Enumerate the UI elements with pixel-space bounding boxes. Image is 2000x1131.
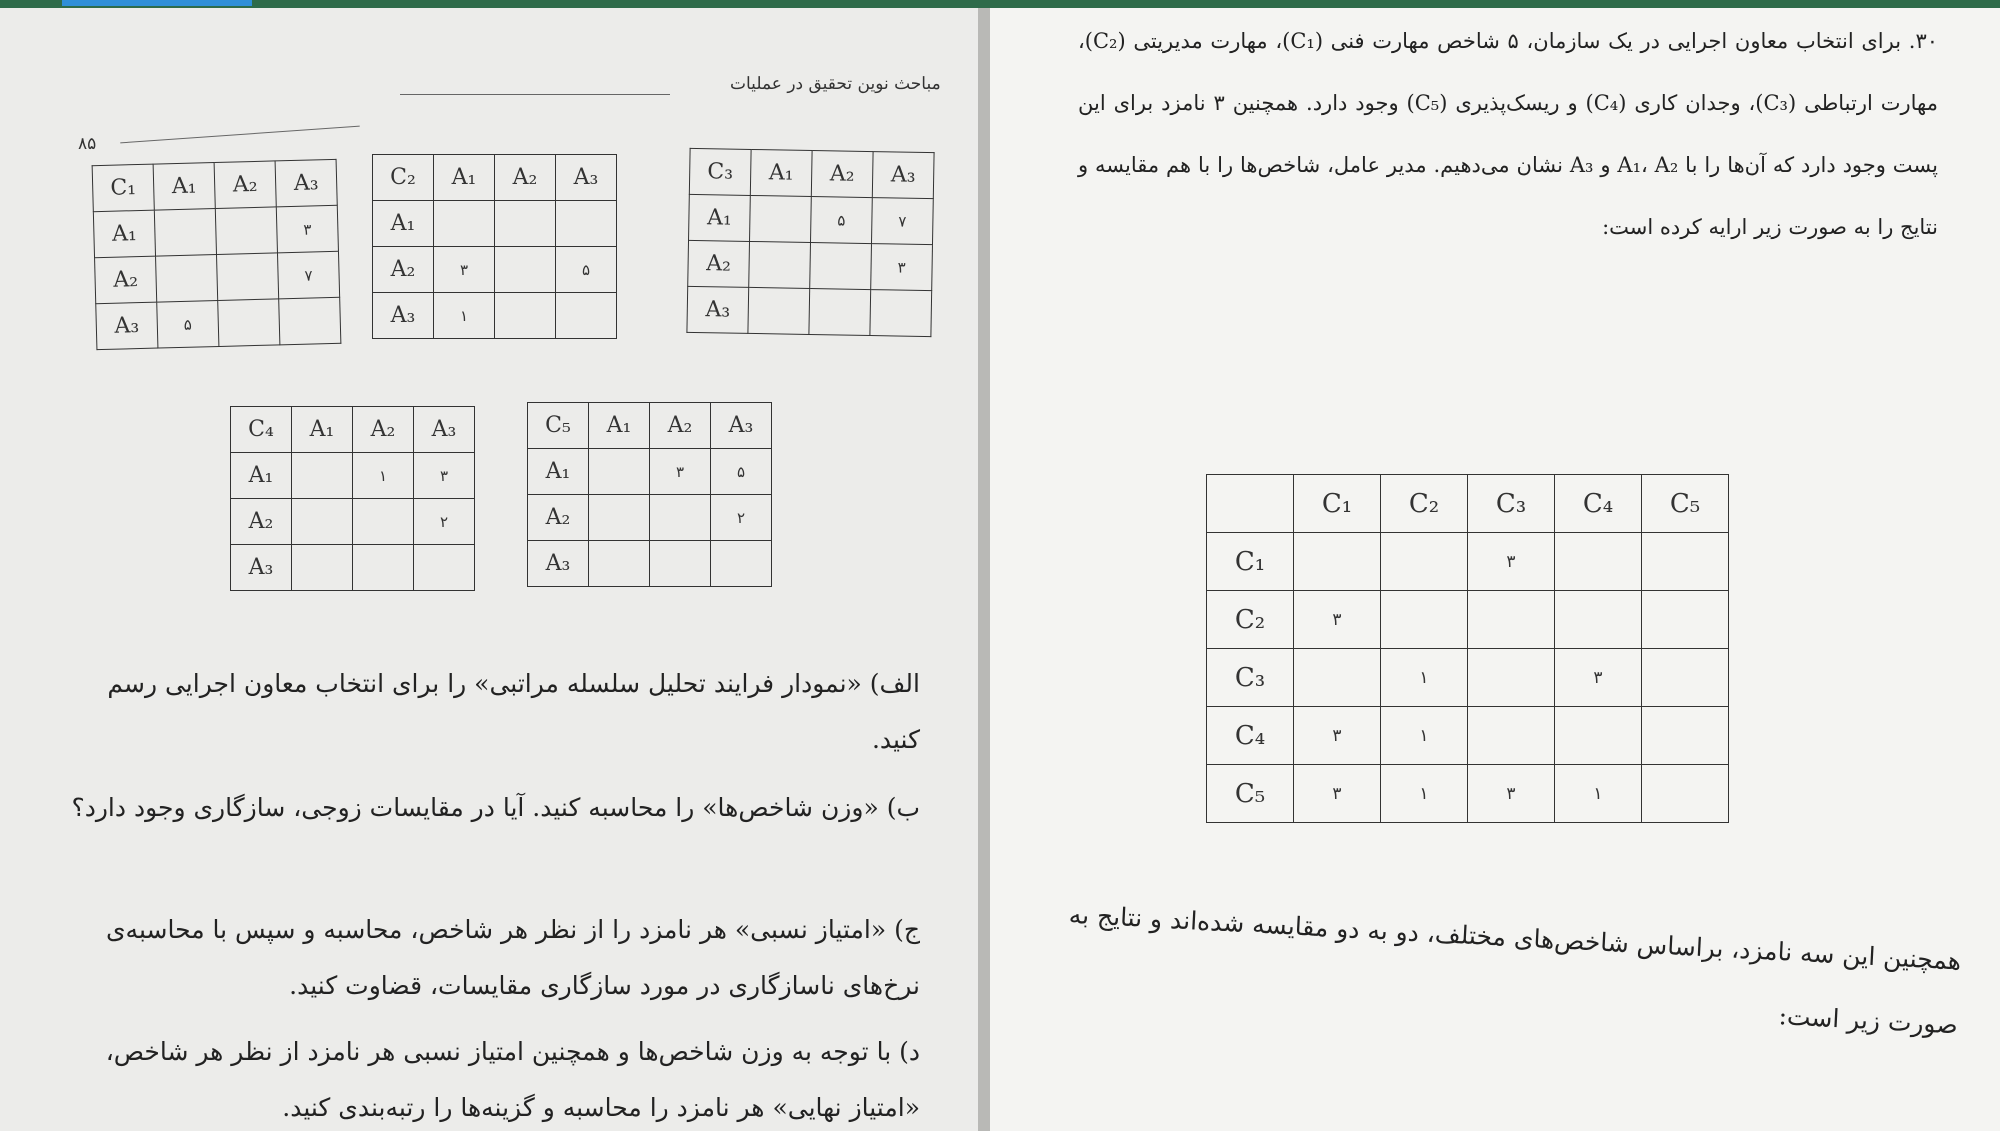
table-cell xyxy=(292,453,353,499)
table-cell xyxy=(279,297,341,345)
table-corner-cell xyxy=(1207,475,1294,533)
row-header: A₁ xyxy=(231,453,292,499)
row-header: A₂ xyxy=(528,495,589,541)
table-cell xyxy=(870,290,932,337)
table-cell xyxy=(1294,533,1381,591)
table-cell xyxy=(1555,591,1642,649)
header-rule xyxy=(120,126,359,144)
row-header: A₃ xyxy=(687,286,749,333)
table-cell: ۳ xyxy=(414,453,475,499)
table-cell: ۲ xyxy=(414,499,475,545)
table-row xyxy=(688,240,933,290)
table-cell xyxy=(750,195,812,242)
column-header: A₁ xyxy=(434,155,495,201)
row-header: C₁ xyxy=(1207,533,1294,591)
table-corner-cell: C₁ xyxy=(92,164,154,212)
problem-statement: ۳۰. برای انتخاب معاون اجرایی در یک سازمان، ۵ شاخص مهارت فنی (C₁)، مهارت مدیریتی (C₂)، مهارت ارتباطی (C₃)، وجدان کاری (C₄) و ریسک‌پذیری (C₅) وجود دارد. همچنین ۳ نامزد برای این پست وجود دارد که آن‌ها را با A₁، A₂ و A₃ نشان می‌دهیم. مدیر عامل، شاخص‌ها را با هم مقایسه و نتایج را به صورت زیر ارایه کرده است: xyxy=(1078,29,1938,239)
row-header: A₂ xyxy=(373,247,434,293)
table-cell xyxy=(292,545,353,591)
table-cell xyxy=(1555,533,1642,591)
row-header: A₁ xyxy=(373,201,434,247)
column-header: A₃ xyxy=(556,155,617,201)
column-header: A₃ xyxy=(872,152,934,199)
table-row xyxy=(1207,649,1729,707)
row-header: A₁ xyxy=(689,194,751,241)
table-corner-cell: C₂ xyxy=(373,155,434,201)
left-page xyxy=(0,8,978,1131)
table-cell: ۲ xyxy=(711,495,772,541)
table-corner-cell: C₄ xyxy=(231,407,292,453)
table-cell xyxy=(1468,591,1555,649)
row-header: A₃ xyxy=(231,545,292,591)
table-cell xyxy=(495,247,556,293)
table-cell xyxy=(711,541,772,587)
column-header: C₃ xyxy=(1468,475,1555,533)
table-cell: ۵ xyxy=(811,197,873,244)
top-bar xyxy=(0,0,2000,8)
comparison-table-c4 xyxy=(230,406,475,591)
table-cell xyxy=(495,293,556,339)
column-header: A₁ xyxy=(153,163,215,211)
table-cell: ۱ xyxy=(1555,765,1642,823)
table-row xyxy=(96,297,341,349)
table-row xyxy=(689,194,934,244)
table-cell: ۳ xyxy=(1468,533,1555,591)
row-header: A₁ xyxy=(528,449,589,495)
table-cell xyxy=(1381,591,1468,649)
header-rule xyxy=(400,94,670,95)
table-cell xyxy=(589,541,650,587)
table-cell xyxy=(215,207,277,255)
table-cell xyxy=(1642,707,1729,765)
table-cell: ۳ xyxy=(1294,707,1381,765)
comparison-table-c2 xyxy=(372,154,617,339)
page-number: ۸۵ xyxy=(78,134,97,154)
table-row xyxy=(373,293,617,339)
table-cell xyxy=(1642,591,1729,649)
table-row xyxy=(528,449,772,495)
table-cell xyxy=(1642,765,1729,823)
table-row xyxy=(231,499,475,545)
table-cell xyxy=(809,288,871,335)
table-row xyxy=(93,205,338,257)
table-row xyxy=(95,251,340,303)
table-cell: ۳ xyxy=(276,205,338,253)
table-cell: ۷ xyxy=(277,251,339,299)
table-header-row xyxy=(373,155,617,201)
table-cell: ۳ xyxy=(1294,591,1381,649)
table-cell xyxy=(292,499,353,545)
table-header-row xyxy=(528,403,772,449)
column-header: A₃ xyxy=(414,407,475,453)
column-header: A₂ xyxy=(811,151,873,198)
table-cell xyxy=(1642,649,1729,707)
table-cell xyxy=(556,201,617,247)
table-cell xyxy=(495,201,556,247)
table-cell xyxy=(589,495,650,541)
table-cell xyxy=(218,299,280,347)
column-header: A₂ xyxy=(495,155,556,201)
table-cell xyxy=(434,201,495,247)
table-cell xyxy=(749,241,811,288)
column-header: A₂ xyxy=(650,403,711,449)
table-cell xyxy=(1381,533,1468,591)
table-cell xyxy=(353,499,414,545)
column-header: C₁ xyxy=(1294,475,1381,533)
book-spine xyxy=(978,8,990,1131)
table-cell xyxy=(156,255,218,303)
table-row xyxy=(1207,591,1729,649)
table-cell: ۱ xyxy=(1381,707,1468,765)
table-row xyxy=(231,453,475,499)
table-cell xyxy=(1294,649,1381,707)
column-header: A₃ xyxy=(275,159,337,207)
table-cell: ۳ xyxy=(650,449,711,495)
table-corner-cell: C₅ xyxy=(528,403,589,449)
column-header: C₅ xyxy=(1642,475,1729,533)
table-row xyxy=(373,201,617,247)
running-header: مباحث نوین تحقیق در عملیات xyxy=(730,74,941,94)
table-row xyxy=(373,247,617,293)
column-header: A₁ xyxy=(750,149,812,196)
table-cell: ۳ xyxy=(1294,765,1381,823)
table-cell xyxy=(1555,707,1642,765)
comparison-table-c3 xyxy=(686,148,934,337)
table-corner-cell: C₃ xyxy=(689,148,751,195)
table-row xyxy=(1207,765,1729,823)
table-cell xyxy=(748,287,810,334)
question-a: الف) «نمودار فرایند تحلیل سلسله مراتبی» را برای انتخاب معاون اجرایی رسم کنید. xyxy=(107,669,920,754)
top-bar-tab xyxy=(62,0,252,6)
criteria-comparison-table xyxy=(1206,474,1729,823)
table-cell: ۵ xyxy=(711,449,772,495)
table-cell xyxy=(650,541,711,587)
row-header: C₂ xyxy=(1207,591,1294,649)
comparison-table-c5 xyxy=(527,402,772,587)
row-header: A₃ xyxy=(373,293,434,339)
table-cell xyxy=(1468,649,1555,707)
table-row xyxy=(687,286,932,336)
table-cell xyxy=(353,545,414,591)
table-cell xyxy=(589,449,650,495)
table-cell xyxy=(154,209,216,257)
row-header: C₄ xyxy=(1207,707,1294,765)
table-cell xyxy=(414,545,475,591)
table-row xyxy=(1207,533,1729,591)
table-row xyxy=(528,541,772,587)
table-row xyxy=(1207,707,1729,765)
right-page xyxy=(990,8,2000,1131)
table-cell: ۱ xyxy=(1381,649,1468,707)
question-c: ج) «امتیاز نسبی» هر نامزد را از نظر هر شاخص، محاسبه و سپس با محاسبه‌ی نرخ‌های ناسازگاری در مورد سازگاری مقایسات، قضاوت کنید. xyxy=(105,915,920,1000)
table-cell: ۷ xyxy=(871,198,933,245)
column-header: C₂ xyxy=(1381,475,1468,533)
table-cell: ۵ xyxy=(556,247,617,293)
table-cell: ۳ xyxy=(871,244,933,291)
column-header: A₂ xyxy=(353,407,414,453)
table-row xyxy=(528,495,772,541)
table-cell xyxy=(650,495,711,541)
row-header: C₅ xyxy=(1207,765,1294,823)
row-header: A₃ xyxy=(528,541,589,587)
question-b: ب) «وزن شاخص‌ها» را محاسبه کنید. آیا در مقایسات زوجی، سازگاری وجود دارد؟ xyxy=(71,793,920,822)
table-row xyxy=(231,545,475,591)
table-cell: ۳ xyxy=(434,247,495,293)
column-header: C₄ xyxy=(1555,475,1642,533)
table-cell: ۳ xyxy=(1468,765,1555,823)
row-header: A₁ xyxy=(93,210,155,258)
table-cell: ۳ xyxy=(1555,649,1642,707)
row-header: A₂ xyxy=(231,499,292,545)
footer-text: همچنین این سه نامزد، براساس شاخص‌های مختلف، دو به دو مقایسه شده‌اند و نتایج به صورت زیر است: xyxy=(1068,899,1962,1040)
row-header: A₂ xyxy=(688,240,750,287)
table-cell: ۱ xyxy=(434,293,495,339)
column-header: A₂ xyxy=(214,161,276,209)
table-cell xyxy=(556,293,617,339)
table-cell: ۵ xyxy=(157,300,219,348)
table-cell: ۱ xyxy=(1381,765,1468,823)
question-d: د) با توجه به وزن شاخص‌ها و همچنین امتیاز نسبی هر نامزد از نظر هر شاخص، «امتیاز نهایی» هر نامزد را محاسبه و گزینه‌ها را رتبه‌بندی کنید. xyxy=(105,1037,920,1122)
table-cell: ۱ xyxy=(353,453,414,499)
table-header-row xyxy=(1207,475,1729,533)
table-header-row xyxy=(92,159,337,211)
table-cell xyxy=(217,253,279,301)
row-header: A₂ xyxy=(95,256,157,304)
column-header: A₁ xyxy=(292,407,353,453)
column-header: A₃ xyxy=(711,403,772,449)
table-header-row xyxy=(689,148,934,198)
row-header: A₃ xyxy=(96,302,158,350)
table-cell xyxy=(1642,533,1729,591)
row-header: C₃ xyxy=(1207,649,1294,707)
table-cell xyxy=(1468,707,1555,765)
table-cell xyxy=(810,243,872,290)
table-header-row xyxy=(231,407,475,453)
comparison-table-c1 xyxy=(92,159,342,350)
column-header: A₁ xyxy=(589,403,650,449)
